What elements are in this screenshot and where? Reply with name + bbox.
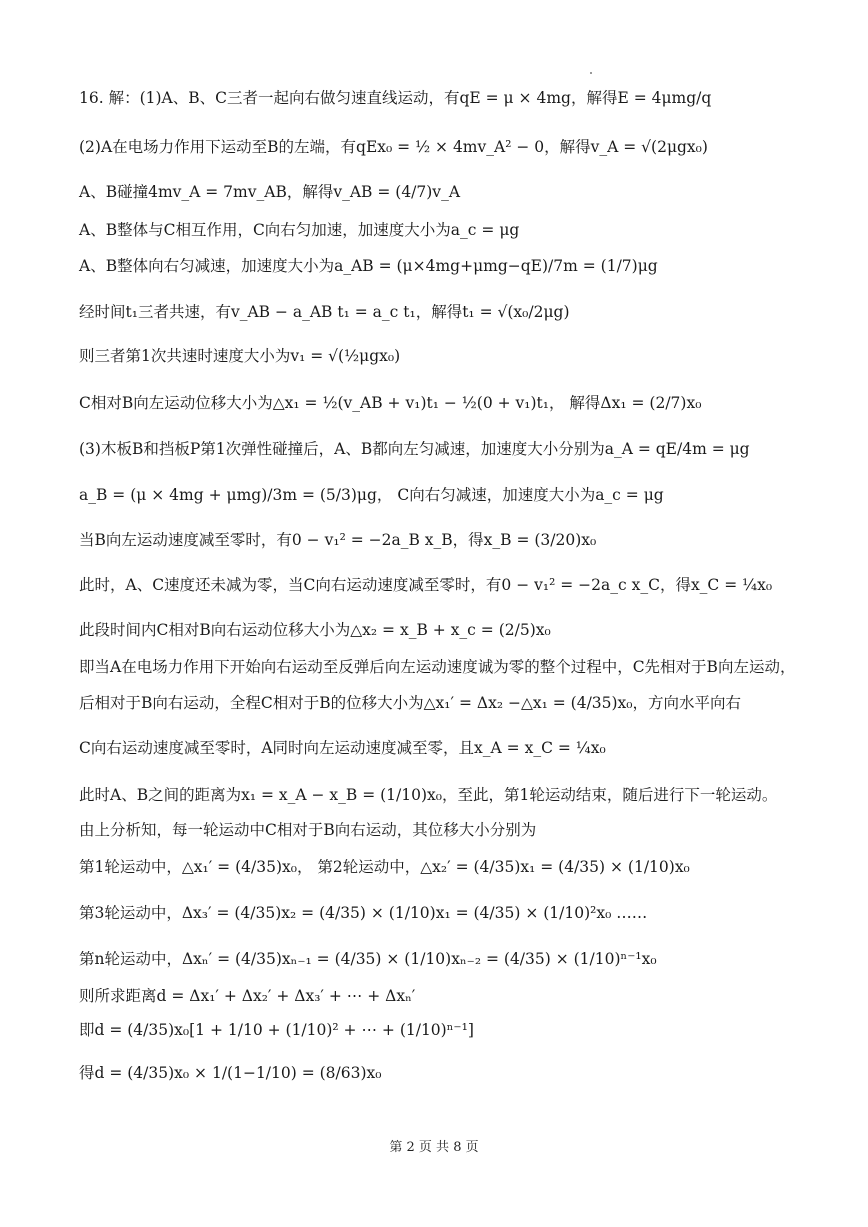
solution-line-8: C相对B向左运动位移大小为△x₁ = ½(v_AB + v₁)t₁ − ½(0 + v₁)t₁， 解得Δx₁ = (2/7)x₀ — [79, 394, 702, 412]
solution-line-22: 则所求距离d = Δx₁′ + Δx₂′ + Δx₃′ + ⋯ + Δxₙ′ — [79, 987, 416, 1005]
solution-line-3: A、B碰撞4mv_A = 7mv_AB，解得v_AB = (4/7)v_A — [79, 183, 461, 201]
solution-line-17: 此时A、B之间的距离为x₁ = x_A − x_B = (1/10)x₀，至此，第1轮运动结束，随后进行下一轮运动。 — [79, 786, 778, 804]
solution-line-7: 则三者第1次共速时速度大小为v₁ = √(½μgx₀) — [79, 347, 401, 365]
solution-line-5: A、B整体向右匀减速，加速度大小为a_AB = (μ×4mg+μmg−qE)/7m = (1/7)μg — [79, 257, 658, 275]
solution-line-13: 此段时间内C相对B向右运动位移大小为△x₂ = x_B + x_c = (2/5)x₀ — [79, 621, 551, 639]
solution-line-15: 后相对于B向右运动，全程C相对于B的位移大小为△x₁′ = Δx₂ −△x₁ = (4/35)x₀，方向水平向右 — [79, 694, 742, 712]
solution-line-10: a_B = (μ × 4mg + μmg)/3m = (5/3)μg， C向右匀减速，加速度大小为a_c = μg — [79, 486, 664, 504]
solution-line-16: C向右运动速度减至零时，A同时向左运动速度减至零，且x_A = x_C = ¼x₀ — [79, 739, 606, 757]
solution-line-11: 当B向左运动速度减至零时，有0 − v₁² = −2a_B x_B，得x_B = (3/20)x₀ — [79, 531, 597, 549]
solution-line-4: A、B整体与C相互作用，C向右匀加速，加速度大小为a_c = μg — [79, 221, 520, 239]
solution-line-1: 16. 解：(1)A、B、C三者一起向右做匀速直线运动，有qE = μ × 4mg，解得E = 4μmg/q — [79, 89, 712, 107]
solution-line-9: (3)木板B和挡板P第1次弹性碰撞后，A、B都向左匀减速，加速度大小分别为a_A = qE/4m = μg — [79, 440, 750, 458]
solution-line-12: 此时，A、C速度还未减为零，当C向右运动速度减至零时，有0 − v₁² = −2a_c x_C，得x_C = ¼x₀ — [79, 576, 773, 594]
solution-line-23: 即d = (4/35)x₀[1 + 1/10 + (1/10)² + ⋯ + (1/10)ⁿ⁻¹] — [79, 1021, 474, 1039]
solution-line-20: 第3轮运动中，Δx₃′ = (4/35)x₂ = (4/35) × (1/10)x₁ = (4/35) × (1/10)²x₀ …… — [79, 904, 648, 922]
solution-line-2: (2)A在电场力作用下运动至B的左端，有qEx₀ = ½ × 4mv_A² − 0，解得v_A = √(2μgx₀) — [79, 138, 708, 156]
solution-line-24: 得d = (4/35)x₀ × 1/(1−1/10) = (8/63)x₀ — [79, 1064, 382, 1082]
page-footer: 第 2 页 共 8 页 — [389, 1140, 479, 1155]
solution-line-6: 经时间t₁三者共速，有v_AB − a_AB t₁ = a_c t₁，解得t₁ = √(x₀/2μg) — [79, 303, 570, 321]
solution-line-19: 第1轮运动中，△x₁′ = (4/35)x₀， 第2轮运动中，△x₂′ = (4/35)x₁ = (4/35) × (1/10)x₀ — [79, 858, 690, 876]
solution-line-21: 第n轮运动中，Δxₙ′ = (4/35)xₙ₋₁ = (4/35) × (1/10)xₙ₋₂ = (4/35) × (1/10)ⁿ⁻¹x₀ — [79, 950, 657, 968]
speck — [590, 72, 592, 74]
solution-line-14: 即当A在电场力作用下开始向右运动至反弹后向左运动速度诚为零的整个过程中，C先相对于B向左运动， — [79, 658, 796, 676]
solution-line-18: 由上分析知，每一轮运动中C相对于B向右运动，其位移大小分别为 — [79, 821, 537, 839]
